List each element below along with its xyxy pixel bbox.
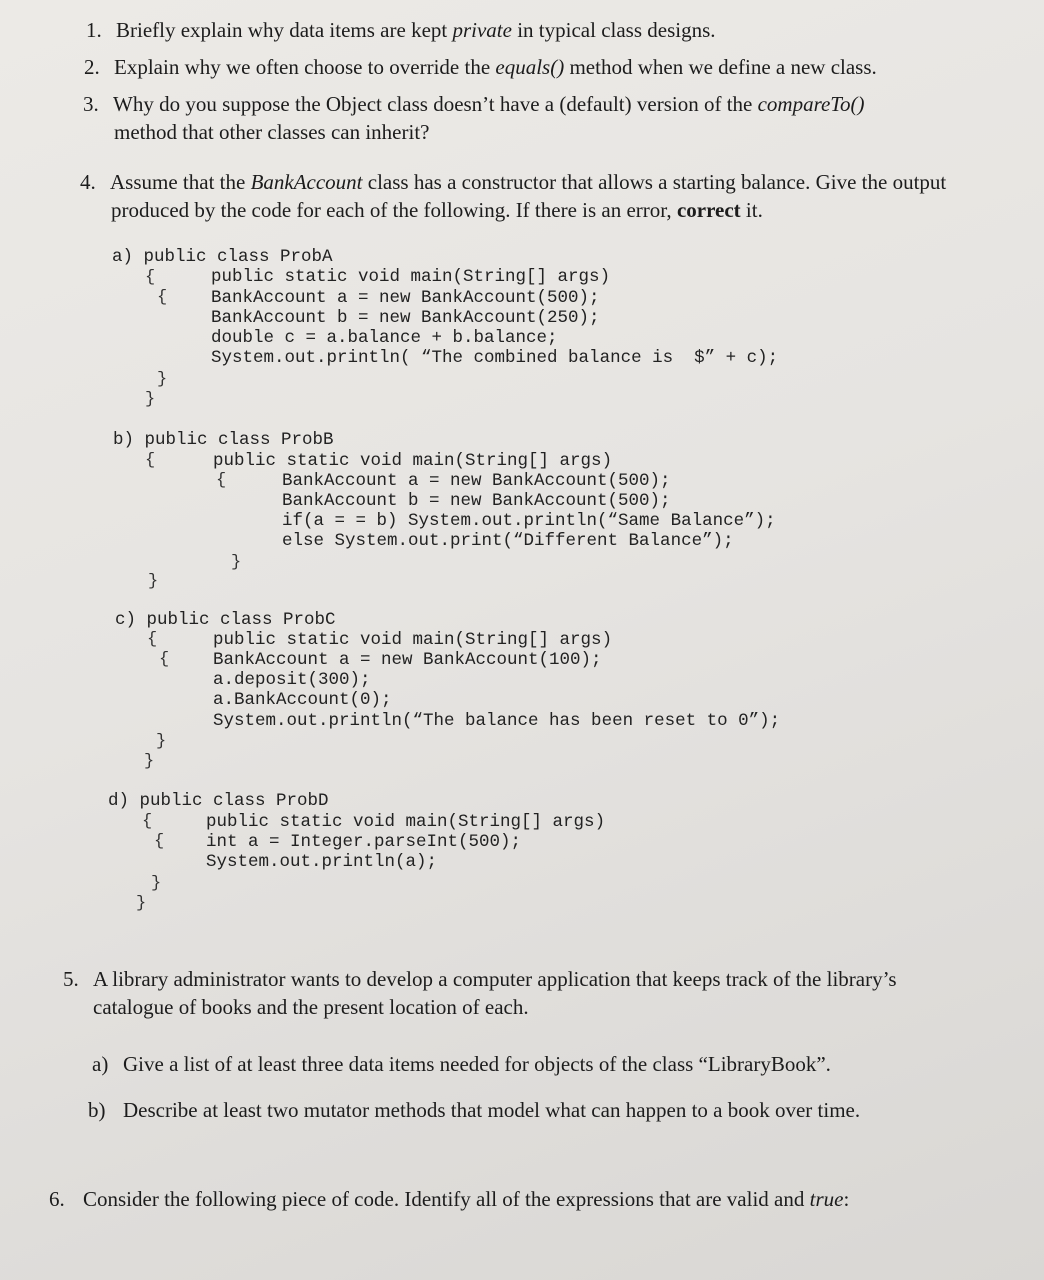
question-5-line-2: catalogue of books and the present location of each.	[93, 995, 529, 1019]
code-d-class-close-brace: }	[136, 894, 147, 913]
code-d-header: d) public class ProbD	[108, 791, 329, 811]
code-c-method-close-brace: }	[156, 732, 167, 751]
question-4-line-2: produced by the code for each of the following. If there is an error, correct it.	[111, 198, 763, 222]
code-d-line-1: public static void main(String[] args)	[206, 812, 606, 832]
code-a-class-close-brace: }	[145, 390, 156, 409]
code-b-method-close-brace: }	[231, 553, 242, 572]
code-a-line-2: BankAccount a = new BankAccount(500);	[211, 288, 600, 308]
code-c-line-2: BankAccount a = new BankAccount(100);	[213, 650, 602, 670]
code-d-method-open-brace: {	[154, 832, 165, 851]
code-a-method-close-brace: }	[157, 370, 168, 389]
code-b-header: b) public class ProbB	[113, 430, 334, 450]
code-d-line-3: System.out.println(a);	[206, 852, 438, 872]
code-c-line-3: a.deposit(300);	[213, 670, 371, 690]
code-b-line-5: else System.out.print(“Different Balance”);	[282, 531, 734, 551]
question-5a: a) Give a list of at least three data items needed for objects of the class “LibraryBook”.	[92, 1052, 831, 1076]
code-d-class-open-brace: {	[142, 812, 153, 831]
code-c-line-1: public static void main(String[] args)	[213, 630, 613, 650]
code-a-line-1: public static void main(String[] args)	[211, 267, 611, 287]
code-b-line-4: if(a = = b) System.out.println(“Same Balance”);	[282, 511, 776, 531]
code-c-header: c) public class ProbC	[115, 610, 336, 630]
code-d-method-close-brace: }	[151, 874, 162, 893]
code-a-line-5: System.out.println( “The combined balance is $” + c);	[211, 348, 779, 368]
code-b-class-close-brace: }	[148, 572, 159, 591]
question-2: 2. Explain why we often choose to override the equals() method when we define a new class.	[84, 55, 877, 79]
question-5: 5. A library administrator wants to develop a computer application that keeps track of the library’s	[63, 967, 897, 991]
code-c-line-4: a.BankAccount(0);	[213, 690, 392, 710]
code-c-class-open-brace: {	[147, 630, 158, 649]
code-b-line-1: public static void main(String[] args)	[213, 451, 613, 471]
code-a-line-4: double c = a.balance + b.balance;	[211, 328, 558, 348]
code-b-class-open-brace: {	[145, 451, 156, 470]
question-4: 4. Assume that the BankAccount class has a constructor that allows a starting balance. Give the output	[80, 170, 947, 194]
question-3: 3. Why do you suppose the Object class doesn’t have a (default) version of the compareTo()	[83, 92, 865, 116]
question-3-line-2: method that other classes can inherit?	[114, 120, 430, 144]
code-c-class-close-brace: }	[144, 752, 155, 771]
question-5b: b) Describe at least two mutator methods that model what can happen to a book over time.	[88, 1098, 861, 1122]
code-b-line-3: BankAccount b = new BankAccount(500);	[282, 491, 671, 511]
question-6: 6. Consider the following piece of code. Identify all of the expressions that are valid and true:	[49, 1187, 850, 1211]
code-a-method-open-brace: {	[157, 288, 168, 307]
code-a-header: a) public class ProbA	[112, 247, 333, 267]
question-1: 1. Briefly explain why data items are kept private in typical class designs.	[86, 18, 716, 42]
code-c-line-5: System.out.println(“The balance has been reset to 0”);	[213, 711, 781, 731]
code-a-line-3: BankAccount b = new BankAccount(250);	[211, 308, 600, 328]
code-c-method-open-brace: {	[159, 650, 170, 669]
code-d-line-2: int a = Integer.parseInt(500);	[206, 832, 522, 852]
code-a-class-open-brace: {	[145, 268, 156, 287]
code-b-method-open-brace: {	[216, 471, 227, 490]
code-b-line-2: BankAccount a = new BankAccount(500);	[282, 471, 671, 491]
